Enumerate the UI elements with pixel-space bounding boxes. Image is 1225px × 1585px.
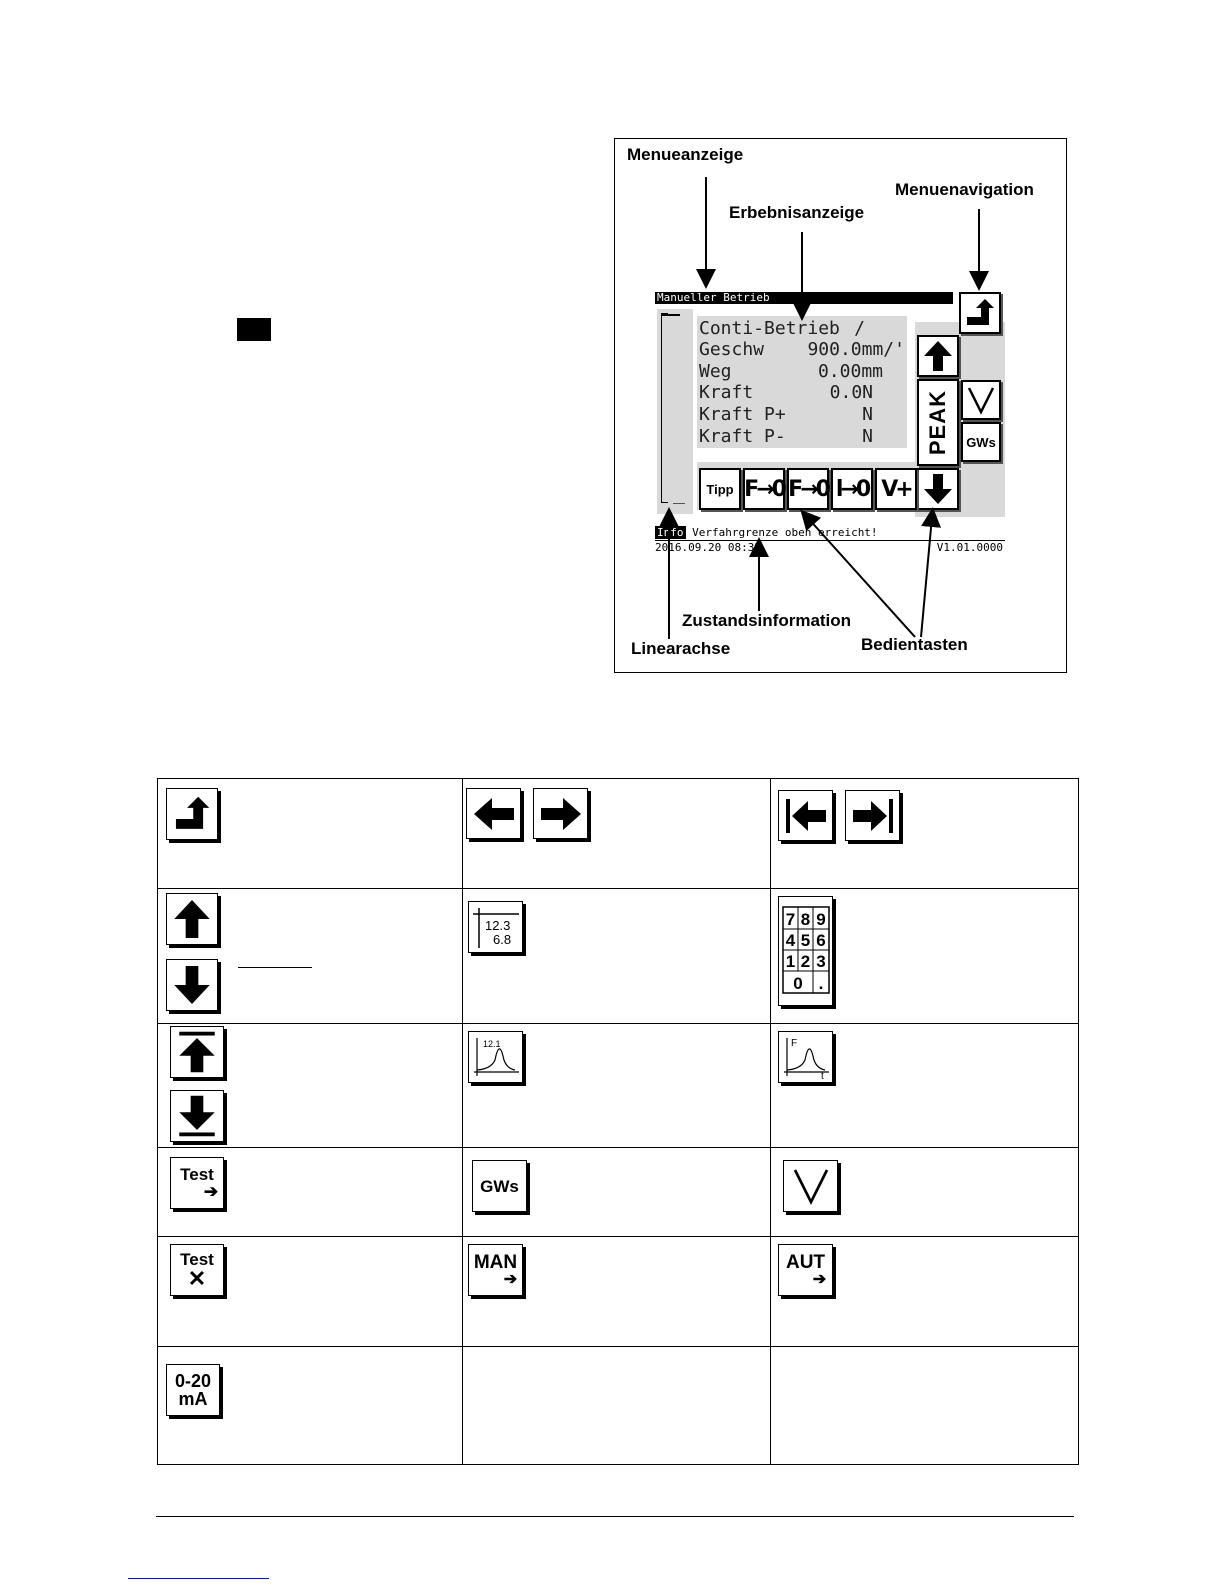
table-cell: [463, 1347, 771, 1465]
status-tag: Info: [657, 526, 684, 539]
callout-bedientasten: Bedientasten: [861, 635, 968, 654]
table-cell: [771, 779, 1079, 889]
callout-arrows: [615, 139, 1068, 674]
numeric-line2: 6.8: [492, 932, 511, 947]
arrow-to-bottom-icon: [178, 1094, 216, 1138]
gws-table-button: GWs: [472, 1160, 527, 1212]
numeric-keypad-button: [778, 896, 833, 1006]
skip-last-icon: [851, 797, 895, 835]
footer-divider: [156, 1516, 1074, 1517]
table-cell: [771, 1237, 1079, 1347]
status-datetime: 2016.09.20 08:32: [655, 541, 761, 554]
footer-link-underline: [128, 1578, 269, 1579]
table-cell: [158, 889, 463, 1024]
arrow-left-button: [466, 788, 521, 839]
status-version: V1.01.0000: [936, 541, 1003, 554]
status-message: Verfahrgrenze oben erreicht!: [692, 526, 878, 539]
arrow-right-icon: ➔: [203, 1182, 219, 1201]
menu-title-bar: Manueller Betrieb: [655, 292, 953, 304]
key-3: 3: [815, 952, 826, 971]
table-cell: [771, 889, 1079, 1024]
key-dot: .: [818, 974, 823, 993]
key-9: 9: [815, 910, 826, 929]
arrow-right-icon: [539, 796, 583, 832]
force-time-curve-icon: [781, 1034, 831, 1080]
manual-mode-button: MAN ➔: [468, 1244, 523, 1296]
test-cancel-button: Test ✕: [170, 1244, 224, 1296]
curve-value-label: 12.1: [482, 1039, 501, 1049]
key-4: 4: [785, 931, 795, 950]
arrow-down-icon: [173, 963, 211, 1007]
callout-zustandsinformation: Zustandsinformation: [682, 611, 852, 630]
table-cell: [158, 1024, 463, 1148]
arrow-to-top-button: [170, 1026, 224, 1078]
table-cell: [158, 1237, 463, 1347]
tare-length-button[interactable]: l→0: [831, 468, 873, 510]
table-cell: [158, 1148, 463, 1237]
key-6: 6: [815, 931, 826, 950]
screen-diagram: [614, 138, 1067, 673]
close-icon: ✕: [187, 1265, 207, 1291]
curve-y-label: F: [790, 1038, 797, 1049]
back-icon-button: [166, 788, 218, 840]
arrow-up-icon: [173, 897, 211, 941]
speed-plus-button[interactable]: V+: [875, 468, 917, 510]
skip-last-button: [845, 790, 900, 841]
table-cell: [463, 1148, 771, 1237]
peak-button[interactable]: PEAK: [917, 379, 959, 466]
icon-table: [157, 778, 1079, 1465]
skip-first-button: [778, 790, 833, 841]
gws-button[interactable]: GWs: [961, 422, 1001, 462]
key-7: 7: [785, 910, 795, 929]
tipp-button[interactable]: Tipp: [699, 468, 741, 510]
key-8: 8: [800, 910, 810, 929]
numeric-display-button: [468, 901, 523, 953]
black-marker: [237, 318, 271, 341]
curve-x-label: t: [820, 1071, 824, 1080]
v-table-button: [783, 1160, 838, 1212]
table-cell: [463, 779, 771, 889]
table-cell: [463, 1024, 771, 1148]
arrow-to-bottom-button: [170, 1090, 224, 1142]
auto-mode-button: AUT ➔: [778, 1244, 833, 1296]
numeric-keypad-icon: [782, 905, 830, 997]
table-cell: [463, 889, 771, 1024]
key-1: 1: [785, 952, 795, 971]
test-start-button: Test ➔: [170, 1157, 224, 1209]
arrow-to-top-icon: [178, 1030, 216, 1074]
analog-output-button: 0-20 mA: [166, 1364, 220, 1416]
curve-value-button: [468, 1031, 523, 1083]
numeric-line1: 12.3: [484, 918, 510, 933]
curve-value-icon: [471, 1034, 521, 1080]
key-5: 5: [800, 931, 810, 950]
result-display: Conti-Betrieb / Geschw 900.0mm/' Weg 0.00mm Kraft 0.0N Kraft P+ N Kraft P- N: [699, 318, 905, 447]
skip-first-icon: [784, 797, 828, 835]
callout-linearachse: Linearachse: [631, 639, 731, 658]
table-cell: [158, 779, 463, 889]
tare-force-peak-button[interactable]: F→0: [787, 468, 829, 510]
callout-menuenavigation: Menuenavigation: [895, 180, 1034, 199]
key-0: 0: [792, 974, 803, 993]
back-arrow-icon: [171, 794, 213, 834]
arrow-down-button: [166, 959, 218, 1011]
arrow-up-button: [166, 893, 218, 945]
v-icon: [791, 1166, 831, 1206]
table-cell: [771, 1347, 1079, 1465]
table-cell: [463, 1237, 771, 1347]
arrow-left-icon: [472, 796, 516, 832]
callout-erbebnisanzeige: Erbebnisanzeige: [729, 203, 865, 222]
numeric-display-icon: [471, 904, 521, 950]
key-2: 2: [800, 952, 810, 971]
arrow-right-button: [533, 788, 588, 839]
arrow-right-icon: ➔: [503, 1270, 518, 1288]
arrow-right-icon: ➔: [812, 1270, 827, 1288]
table-cell: [771, 1024, 1079, 1148]
force-time-curve-button: [778, 1031, 833, 1083]
table-cell: [158, 1347, 463, 1465]
tare-force-button[interactable]: F→0: [743, 468, 785, 510]
table-cell: [771, 1148, 1079, 1237]
callout-menueanzeige: Menueanzeige: [627, 145, 744, 164]
